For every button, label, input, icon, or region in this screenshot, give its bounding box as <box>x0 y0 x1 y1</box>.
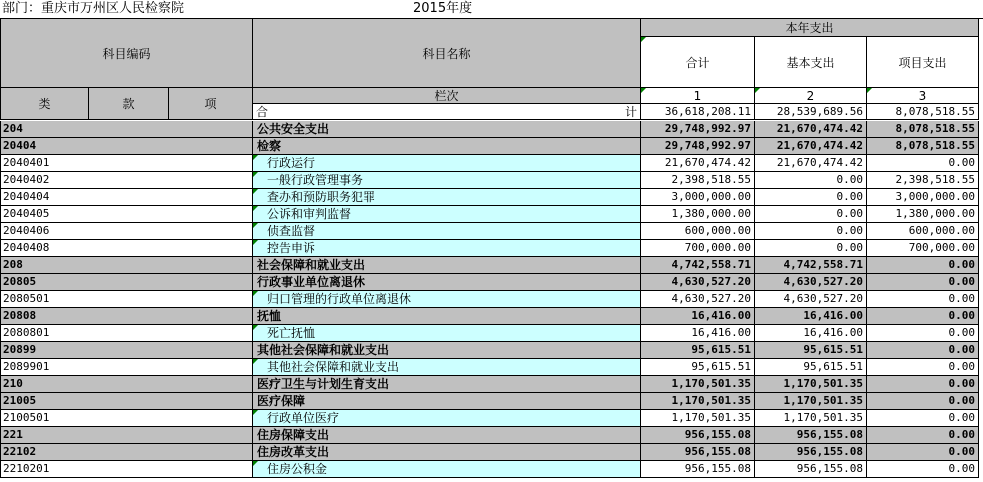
row-code-cell[interactable]: 210 <box>0 376 253 393</box>
corner-marker-icon <box>641 88 646 93</box>
row-total-cell[interactable]: 1,170,501.35 <box>641 410 755 427</box>
row-project-cell[interactable]: 3,000,000.00 <box>867 189 979 206</box>
annual-expense-header[interactable]: 本年支出 <box>641 19 979 37</box>
total-label-cell[interactable] <box>253 104 641 120</box>
row-total-cell[interactable]: 4,742,558.71 <box>641 257 755 274</box>
row-name-cell[interactable]: 抚恤 <box>253 308 641 325</box>
row-total-cell[interactable]: 956,155.08 <box>641 461 755 478</box>
row-name-cell[interactable]: 归口管理的行政单位离退休 <box>253 291 641 308</box>
row-code-cell[interactable]: 20899 <box>0 342 253 359</box>
corner-marker-icon <box>253 172 258 177</box>
row-name-cell[interactable]: 一般行政管理事务 <box>253 172 641 189</box>
total-label-left: 合 <box>256 105 269 119</box>
row-project-cell[interactable]: 0.00 <box>867 274 979 291</box>
row-total-cell[interactable]: 21,670,474.42 <box>641 155 755 172</box>
row-total-cell[interactable]: 16,416.00 <box>641 325 755 342</box>
row-total-cell[interactable]: 2,398,518.55 <box>641 172 755 189</box>
row-name-cell[interactable]: 社会保障和就业支出 <box>253 257 641 274</box>
kuan-header[interactable]: 款 <box>89 88 169 120</box>
row-project-cell[interactable]: 0.00 <box>867 444 979 461</box>
name-header[interactable]: 科目名称 <box>253 19 641 88</box>
row-basic-cell[interactable]: 21,670,474.42 <box>755 138 867 155</box>
row-code-cell[interactable]: 20808 <box>0 308 253 325</box>
row-name-cell[interactable]: 行政运行 <box>253 155 641 172</box>
corner-marker-icon <box>253 223 258 228</box>
xiang-header[interactable]: 项 <box>169 88 253 120</box>
project-header[interactable]: 项目支出 <box>867 37 979 88</box>
row-code-cell[interactable]: 2040408 <box>0 240 253 257</box>
row-name-cell[interactable]: 住房改革支出 <box>253 444 641 461</box>
row-project-cell[interactable]: 8,078,518.55 <box>867 121 979 138</box>
row-total-cell[interactable]: 4,630,527.20 <box>641 291 755 308</box>
corner-marker-icon <box>867 88 872 93</box>
row-name-cell[interactable]: 检察 <box>253 138 641 155</box>
row-name-cell[interactable]: 其他社会保障和就业支出 <box>253 342 641 359</box>
row-total-cell[interactable]: 95,615.51 <box>641 359 755 376</box>
row-basic-cell[interactable]: 95,615.51 <box>755 342 867 359</box>
corner-marker-icon <box>253 359 258 364</box>
row-name-cell[interactable]: 医疗卫生与计划生育支出 <box>253 376 641 393</box>
row-code-cell[interactable]: 2210201 <box>0 461 253 478</box>
row-project-cell[interactable]: 0.00 <box>867 155 979 172</box>
row-code-cell[interactable]: 2040406 <box>0 223 253 240</box>
row-name-cell[interactable]: 行政单位医疗 <box>253 410 641 427</box>
row-code-cell[interactable]: 2040402 <box>0 172 253 189</box>
row-basic-cell[interactable]: 1,170,501.35 <box>755 376 867 393</box>
col2-index[interactable]: 2 <box>755 88 867 104</box>
department-title: 部门：重庆市万州区人民检察院 <box>2 1 185 16</box>
row-code-cell[interactable]: 2080501 <box>0 291 253 308</box>
row-code-cell[interactable]: 20404 <box>0 138 253 155</box>
row-code-cell[interactable]: 21005 <box>0 393 253 410</box>
col3-index[interactable]: 3 <box>867 88 979 104</box>
row-basic-cell[interactable]: 4,630,527.20 <box>755 291 867 308</box>
row-basic-cell[interactable]: 1,170,501.35 <box>755 393 867 410</box>
row-code-cell[interactable]: 20805 <box>0 274 253 291</box>
row-name-cell[interactable]: 查办和预防职务犯罪 <box>253 189 641 206</box>
total-header[interactable]: 合计 <box>641 37 755 88</box>
row-total-cell[interactable]: 1,170,501.35 <box>641 376 755 393</box>
lei-header[interactable]: 类 <box>0 88 89 120</box>
row-project-cell[interactable]: 0.00 <box>867 325 979 342</box>
corner-marker-icon <box>253 240 258 245</box>
corner-marker-icon <box>253 325 258 330</box>
row-total-cell[interactable]: 29,748,992.97 <box>641 138 755 155</box>
row-basic-cell[interactable]: 0.00 <box>755 223 867 240</box>
row-basic-cell[interactable]: 0.00 <box>755 206 867 223</box>
corner-marker-icon <box>253 155 258 160</box>
row-code-cell[interactable]: 22102 <box>0 444 253 461</box>
row-project-cell[interactable]: 600,000.00 <box>867 223 979 240</box>
row-basic-cell[interactable]: 21,670,474.42 <box>755 155 867 172</box>
lanci-header[interactable]: 栏次 <box>253 88 641 104</box>
row-code-cell[interactable]: 204 <box>0 121 253 138</box>
row-name-cell[interactable]: 控告申诉 <box>253 240 641 257</box>
row-basic-cell[interactable]: 95,615.51 <box>755 359 867 376</box>
row-project-cell[interactable]: 8,078,518.55 <box>867 138 979 155</box>
row-name-cell[interactable]: 住房保障支出 <box>253 427 641 444</box>
grand-total-total[interactable]: 36,618,208.11 <box>641 104 755 120</box>
row-project-cell[interactable]: 0.00 <box>867 342 979 359</box>
row-total-cell[interactable]: 3,000,000.00 <box>641 189 755 206</box>
row-total-cell[interactable]: 700,000.00 <box>641 240 755 257</box>
row-name-cell[interactable]: 侦查监督 <box>253 223 641 240</box>
row-name-cell[interactable]: 行政事业单位离退休 <box>253 274 641 291</box>
row-basic-cell[interactable]: 1,170,501.35 <box>755 410 867 427</box>
row-name-cell[interactable]: 住房公积金 <box>253 461 641 478</box>
corner-marker-icon <box>253 189 258 194</box>
year-title: 2015年度 <box>413 1 473 16</box>
row-code-cell[interactable]: 2040405 <box>0 206 253 223</box>
corner-marker-icon <box>253 206 258 211</box>
row-total-cell[interactable]: 600,000.00 <box>641 223 755 240</box>
row-total-cell[interactable]: 956,155.08 <box>641 427 755 444</box>
corner-marker-icon <box>253 461 258 466</box>
row-name-cell[interactable]: 死亡抚恤 <box>253 325 641 342</box>
code-header[interactable]: 科目编码 <box>0 19 253 88</box>
row-code-cell[interactable]: 2040401 <box>0 155 253 172</box>
row-total-cell[interactable]: 4,630,527.20 <box>641 274 755 291</box>
row-total-cell[interactable]: 1,380,000.00 <box>641 206 755 223</box>
row-project-cell[interactable]: 2,398,518.55 <box>867 172 979 189</box>
row-basic-cell[interactable]: 956,155.08 <box>755 427 867 444</box>
row-code-cell[interactable]: 2040404 <box>0 189 253 206</box>
row-basic-cell[interactable]: 0.00 <box>755 172 867 189</box>
row-total-cell[interactable]: 95,615.51 <box>641 342 755 359</box>
row-code-cell[interactable]: 208 <box>0 257 253 274</box>
row-code-cell[interactable]: 2080801 <box>0 325 253 342</box>
row-total-cell[interactable]: 956,155.08 <box>641 444 755 461</box>
row-total-cell[interactable]: 29,748,992.97 <box>641 121 755 138</box>
col1-index[interactable]: 1 <box>641 88 755 104</box>
row-project-cell[interactable]: 0.00 <box>867 308 979 325</box>
row-basic-cell[interactable]: 956,155.08 <box>755 461 867 478</box>
row-code-cell[interactable]: 221 <box>0 427 253 444</box>
row-name-cell[interactable]: 公诉和审判监督 <box>253 206 641 223</box>
row-total-cell[interactable]: 1,170,501.35 <box>641 393 755 410</box>
row-basic-cell[interactable]: 21,670,474.42 <box>755 121 867 138</box>
row-project-cell[interactable]: 0.00 <box>867 257 979 274</box>
row-basic-cell[interactable]: 4,742,558.71 <box>755 257 867 274</box>
row-basic-cell[interactable]: 0.00 <box>755 189 867 206</box>
row-code-cell[interactable]: 2089901 <box>0 359 253 376</box>
row-name-cell[interactable]: 其他社会保障和就业支出 <box>253 359 641 376</box>
row-project-cell[interactable]: 0.00 <box>867 410 979 427</box>
total-label-right: 计 <box>624 105 637 119</box>
row-code-cell[interactable]: 2100501 <box>0 410 253 427</box>
row-project-cell[interactable]: 0.00 <box>867 393 979 410</box>
row-basic-cell[interactable]: 956,155.08 <box>755 444 867 461</box>
right-edge <box>979 19 983 482</box>
row-project-cell[interactable]: 1,380,000.00 <box>867 206 979 223</box>
corner-marker-icon <box>641 37 646 42</box>
grand-total-basic[interactable]: 28,539,689.56 <box>755 104 867 120</box>
basic-header[interactable]: 基本支出 <box>755 37 867 88</box>
row-basic-cell[interactable]: 16,416.00 <box>755 308 867 325</box>
row-total-cell[interactable]: 16,416.00 <box>641 308 755 325</box>
row-project-cell[interactable]: 0.00 <box>867 359 979 376</box>
row-project-cell[interactable]: 0.00 <box>867 427 979 444</box>
corner-marker-icon <box>253 291 258 296</box>
row-project-cell[interactable]: 0.00 <box>867 461 979 478</box>
row-name-cell[interactable]: 医疗保障 <box>253 393 641 410</box>
row-basic-cell[interactable]: 4,630,527.20 <box>755 274 867 291</box>
row-basic-cell[interactable]: 16,416.00 <box>755 325 867 342</box>
corner-marker-icon <box>253 410 258 415</box>
grand-total-project[interactable]: 8,078,518.55 <box>867 104 979 120</box>
row-project-cell[interactable]: 0.00 <box>867 291 979 308</box>
row-project-cell[interactable]: 700,000.00 <box>867 240 979 257</box>
row-basic-cell[interactable]: 0.00 <box>755 240 867 257</box>
row-name-cell[interactable]: 公共安全支出 <box>253 121 641 138</box>
corner-marker-icon <box>755 88 760 93</box>
row-project-cell[interactable]: 0.00 <box>867 376 979 393</box>
